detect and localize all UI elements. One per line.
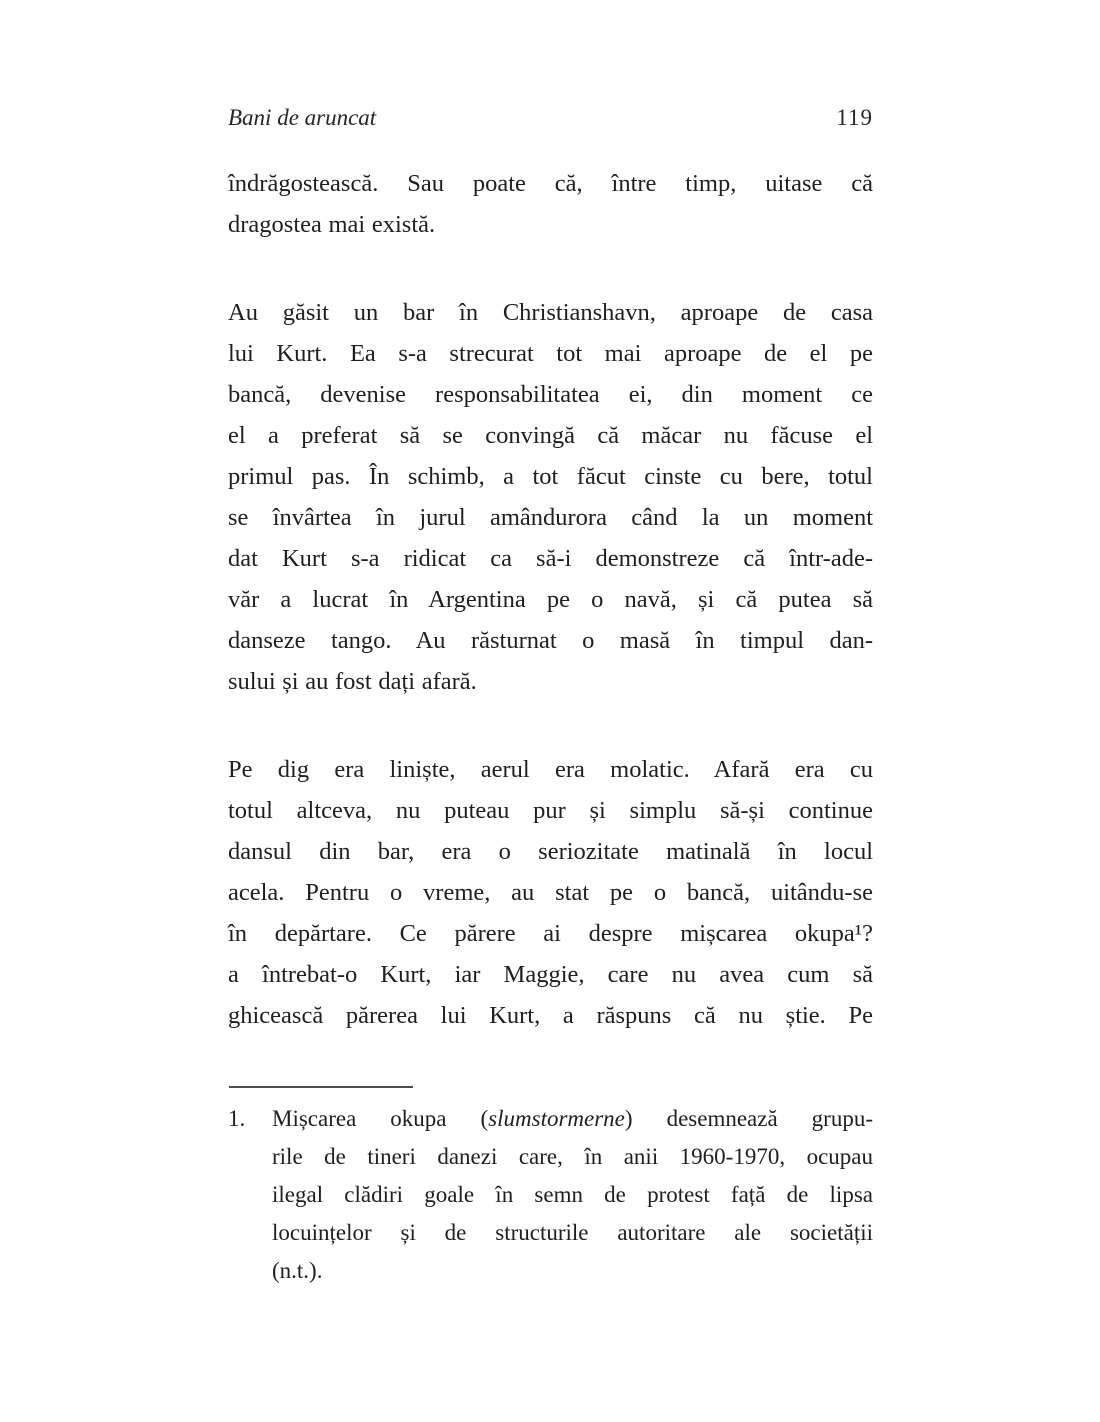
text-line: dansul din bar, era o seriozitate matinală în locul bbox=[228, 838, 873, 865]
text-line: dragostea mai există. bbox=[228, 211, 436, 238]
footnote-text-line: locuințelor și de structurile autoritare ale societății bbox=[272, 1220, 873, 1245]
footnote-text-pre: Mișcarea okupa ( bbox=[272, 1106, 489, 1131]
footnote-text-line: (n.t.). bbox=[272, 1258, 323, 1283]
text-line: Pe dig era liniște, aerul era molatic. Afară era cu bbox=[228, 756, 873, 783]
paragraph bbox=[228, 749, 873, 1036]
text-line: a întrebat-o Kurt, iar Maggie, care nu avea cum să bbox=[228, 961, 873, 988]
text-line: ghicească părerea lui Kurt, a răspuns că nu știe. Pe bbox=[228, 1002, 873, 1029]
text-line: acela. Pentru o vreme, au stat pe o bancă, uitându-se bbox=[228, 879, 873, 906]
paragraph bbox=[228, 292, 873, 702]
body-text bbox=[228, 163, 873, 1036]
footnote-text-line: ilegal clădiri goale în semn de protest față de lipsa bbox=[272, 1182, 873, 1207]
page-number: 119 bbox=[836, 105, 873, 130]
text-line: totul altceva, nu puteau pur și simplu să-și continue bbox=[228, 797, 873, 824]
text-line: sului și au fost dați afară. bbox=[228, 668, 477, 695]
text-line: danseze tango. Au răsturnat o masă în timpul dan- bbox=[228, 627, 873, 654]
footnote-text-post: ) desemnează grupu- bbox=[624, 1106, 873, 1131]
running-header bbox=[228, 104, 873, 132]
footnote-text-line bbox=[272, 1100, 873, 1138]
text-line: dat Kurt s-a ridicat ca să-i demonstreze că într-ade- bbox=[228, 545, 873, 572]
text-line-with-footnote-ref: în depărtare. Ce părere ai despre mișcarea okupa¹? bbox=[228, 920, 873, 947]
text-line: bancă, devenise responsabilitatea ei, din moment ce bbox=[228, 381, 873, 408]
paragraph bbox=[228, 163, 873, 245]
footnote-marker: 1. bbox=[228, 1106, 246, 1131]
footnote-term-italic: slumstormerne bbox=[488, 1106, 625, 1131]
text-line: Au găsit un bar în Christianshavn, aproape de casa bbox=[228, 299, 873, 326]
text-line: văr a lucrat în Argentina pe o navă, și că putea să bbox=[228, 586, 873, 613]
text-line: el a preferat să se convingă că măcar nu făcuse el bbox=[228, 422, 873, 449]
text-line: se învârtea în jurul amândurora când la un moment bbox=[228, 504, 873, 531]
running-title: Bani de aruncat bbox=[228, 105, 377, 130]
footnote bbox=[228, 1100, 873, 1290]
footnote-text-line: rile de tineri danezi care, în anii 1960-1970, ocupau bbox=[272, 1144, 873, 1169]
text-line: îndrăgostească. Sau poate că, între timp, uitase că bbox=[228, 170, 873, 197]
text-line: lui Kurt. Ea s-a strecurat tot mai aproape de el pe bbox=[228, 340, 873, 367]
text-line: primul pas. În schimb, a tot făcut cinste cu bere, totul bbox=[228, 463, 873, 490]
footnote-separator bbox=[229, 1086, 413, 1088]
footnote-body bbox=[228, 1100, 873, 1290]
